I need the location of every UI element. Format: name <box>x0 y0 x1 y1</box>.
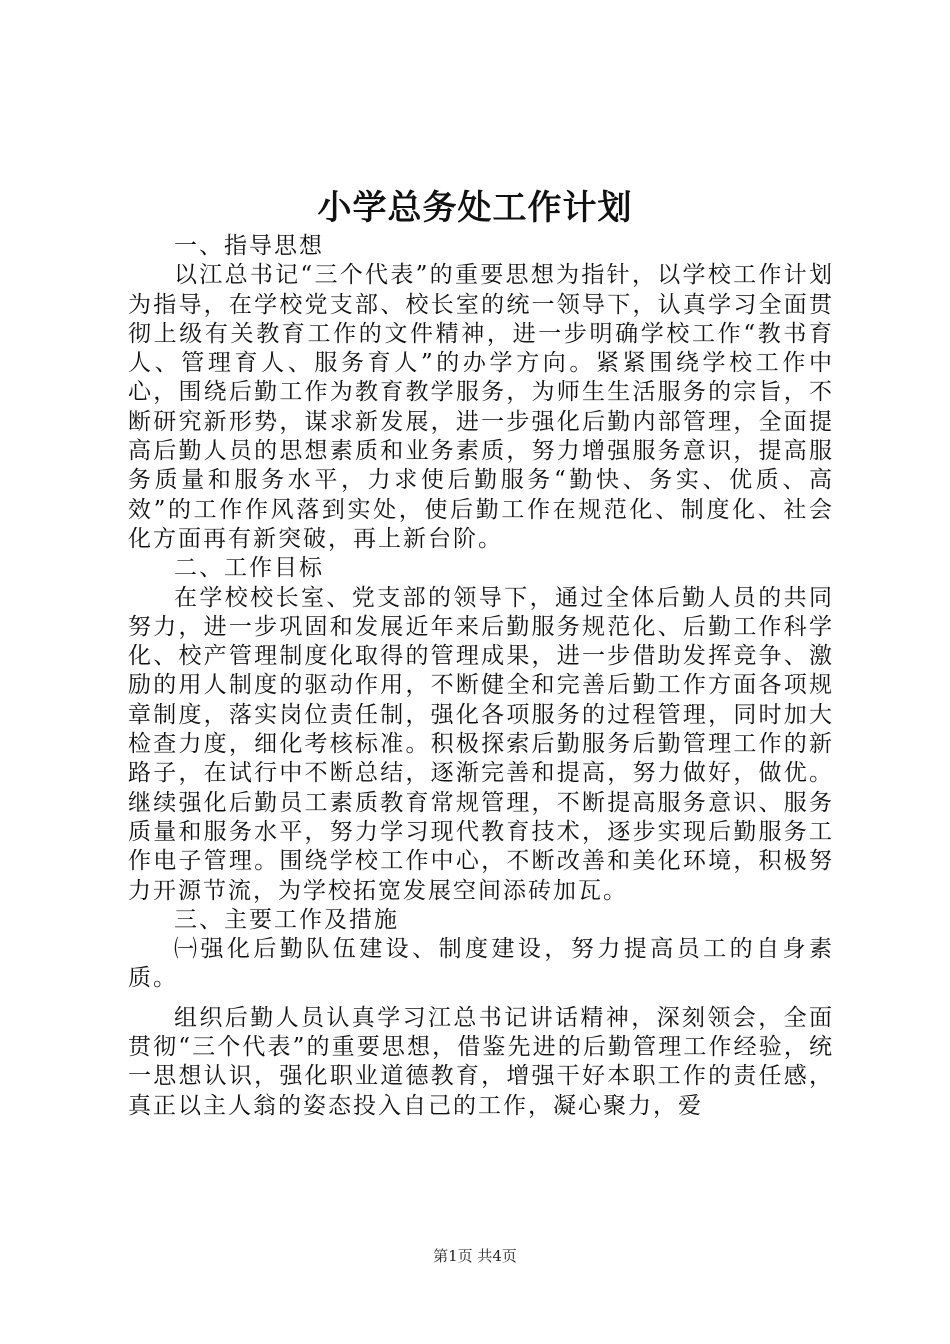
document-body <box>128 232 834 1121</box>
section-heading: 一、指导思想 <box>174 233 324 259</box>
subsection-heading: ㈠强化后勤队伍建设、制度建设，努力提高员工的自身素质。 <box>128 936 834 992</box>
document-title: 小学总务处工作计划 <box>317 188 633 228</box>
section-heading: 二、工作目标 <box>174 555 324 582</box>
paragraph: 以江总书记“三个代表”的重要思想为指针，以学校工作计划为指导，在学校党支部、校长室的统一领导下，认真学习全面贯彻上级有关教育工作的文件精神，进一步明确学校工作“教书育人、管理育人、服务育人”的办学方向。紧紧围绕学校工作中心，围绕后勤工作为教育教学服务，为师生生活服务的宗旨，不断研究新形势，谋求新发展，进一步强化后勤内部管理，全面提高后勤人员的思想素质和业务素质，努力增强服务意识，提高服务质量和服务水平，力求使后勤服务“勤快、务实、优质、高效”的工作作风落到实处，使后勤工作在规范化、制度化、社会化方面再有新突破，再上新台阶。 <box>128 262 834 552</box>
paragraph: 组织后勤人员认真学习江总书记讲话精神，深刻领会，全面贯彻“三个代表”的重要思想，借鉴先进的后勤管理工作经验，统一思想认识，强化职业道德教育，增强干好本职工作的责任感，真正以主人翁的姿态投入自己的工作，凝心聚力，爱 <box>128 1004 834 1119</box>
page-footer: 第1页 共4页 <box>433 1247 517 1265</box>
paragraph-spacer <box>128 994 834 1004</box>
paragraph: 在学校校长室、党支部的领导下，通过全体后勤人员的共同努力，进一步巩固和发展近年来后勤服务规范化、后勤工作科学化、校产管理制度化取得的管理成果，进一步借助发挥竞争、激励的用人制度的驱动作用，不断健全和完善后勤工作方面各项规章制度，落实岗位责任制，强化各项服务的过程管理，同时加大检查力度，细化考核标准。积极探索后勤服务后勤管理工作的新路子，在试行中不断总结，逐渐完善和提高，努力做好，做优。继续强化后勤员工素质教育常规管理，不断提高服务意识、服务质量和服务水平，努力学习现代教育技术，逐步实现后勤服务工作电子管理。围绕学校工作中心，不断改善和美化环境，积极努力开源节流，为学校拓宽发展空间添砖加瓦。 <box>128 584 834 904</box>
section-heading: 三、主要工作及措施 <box>174 906 399 933</box>
